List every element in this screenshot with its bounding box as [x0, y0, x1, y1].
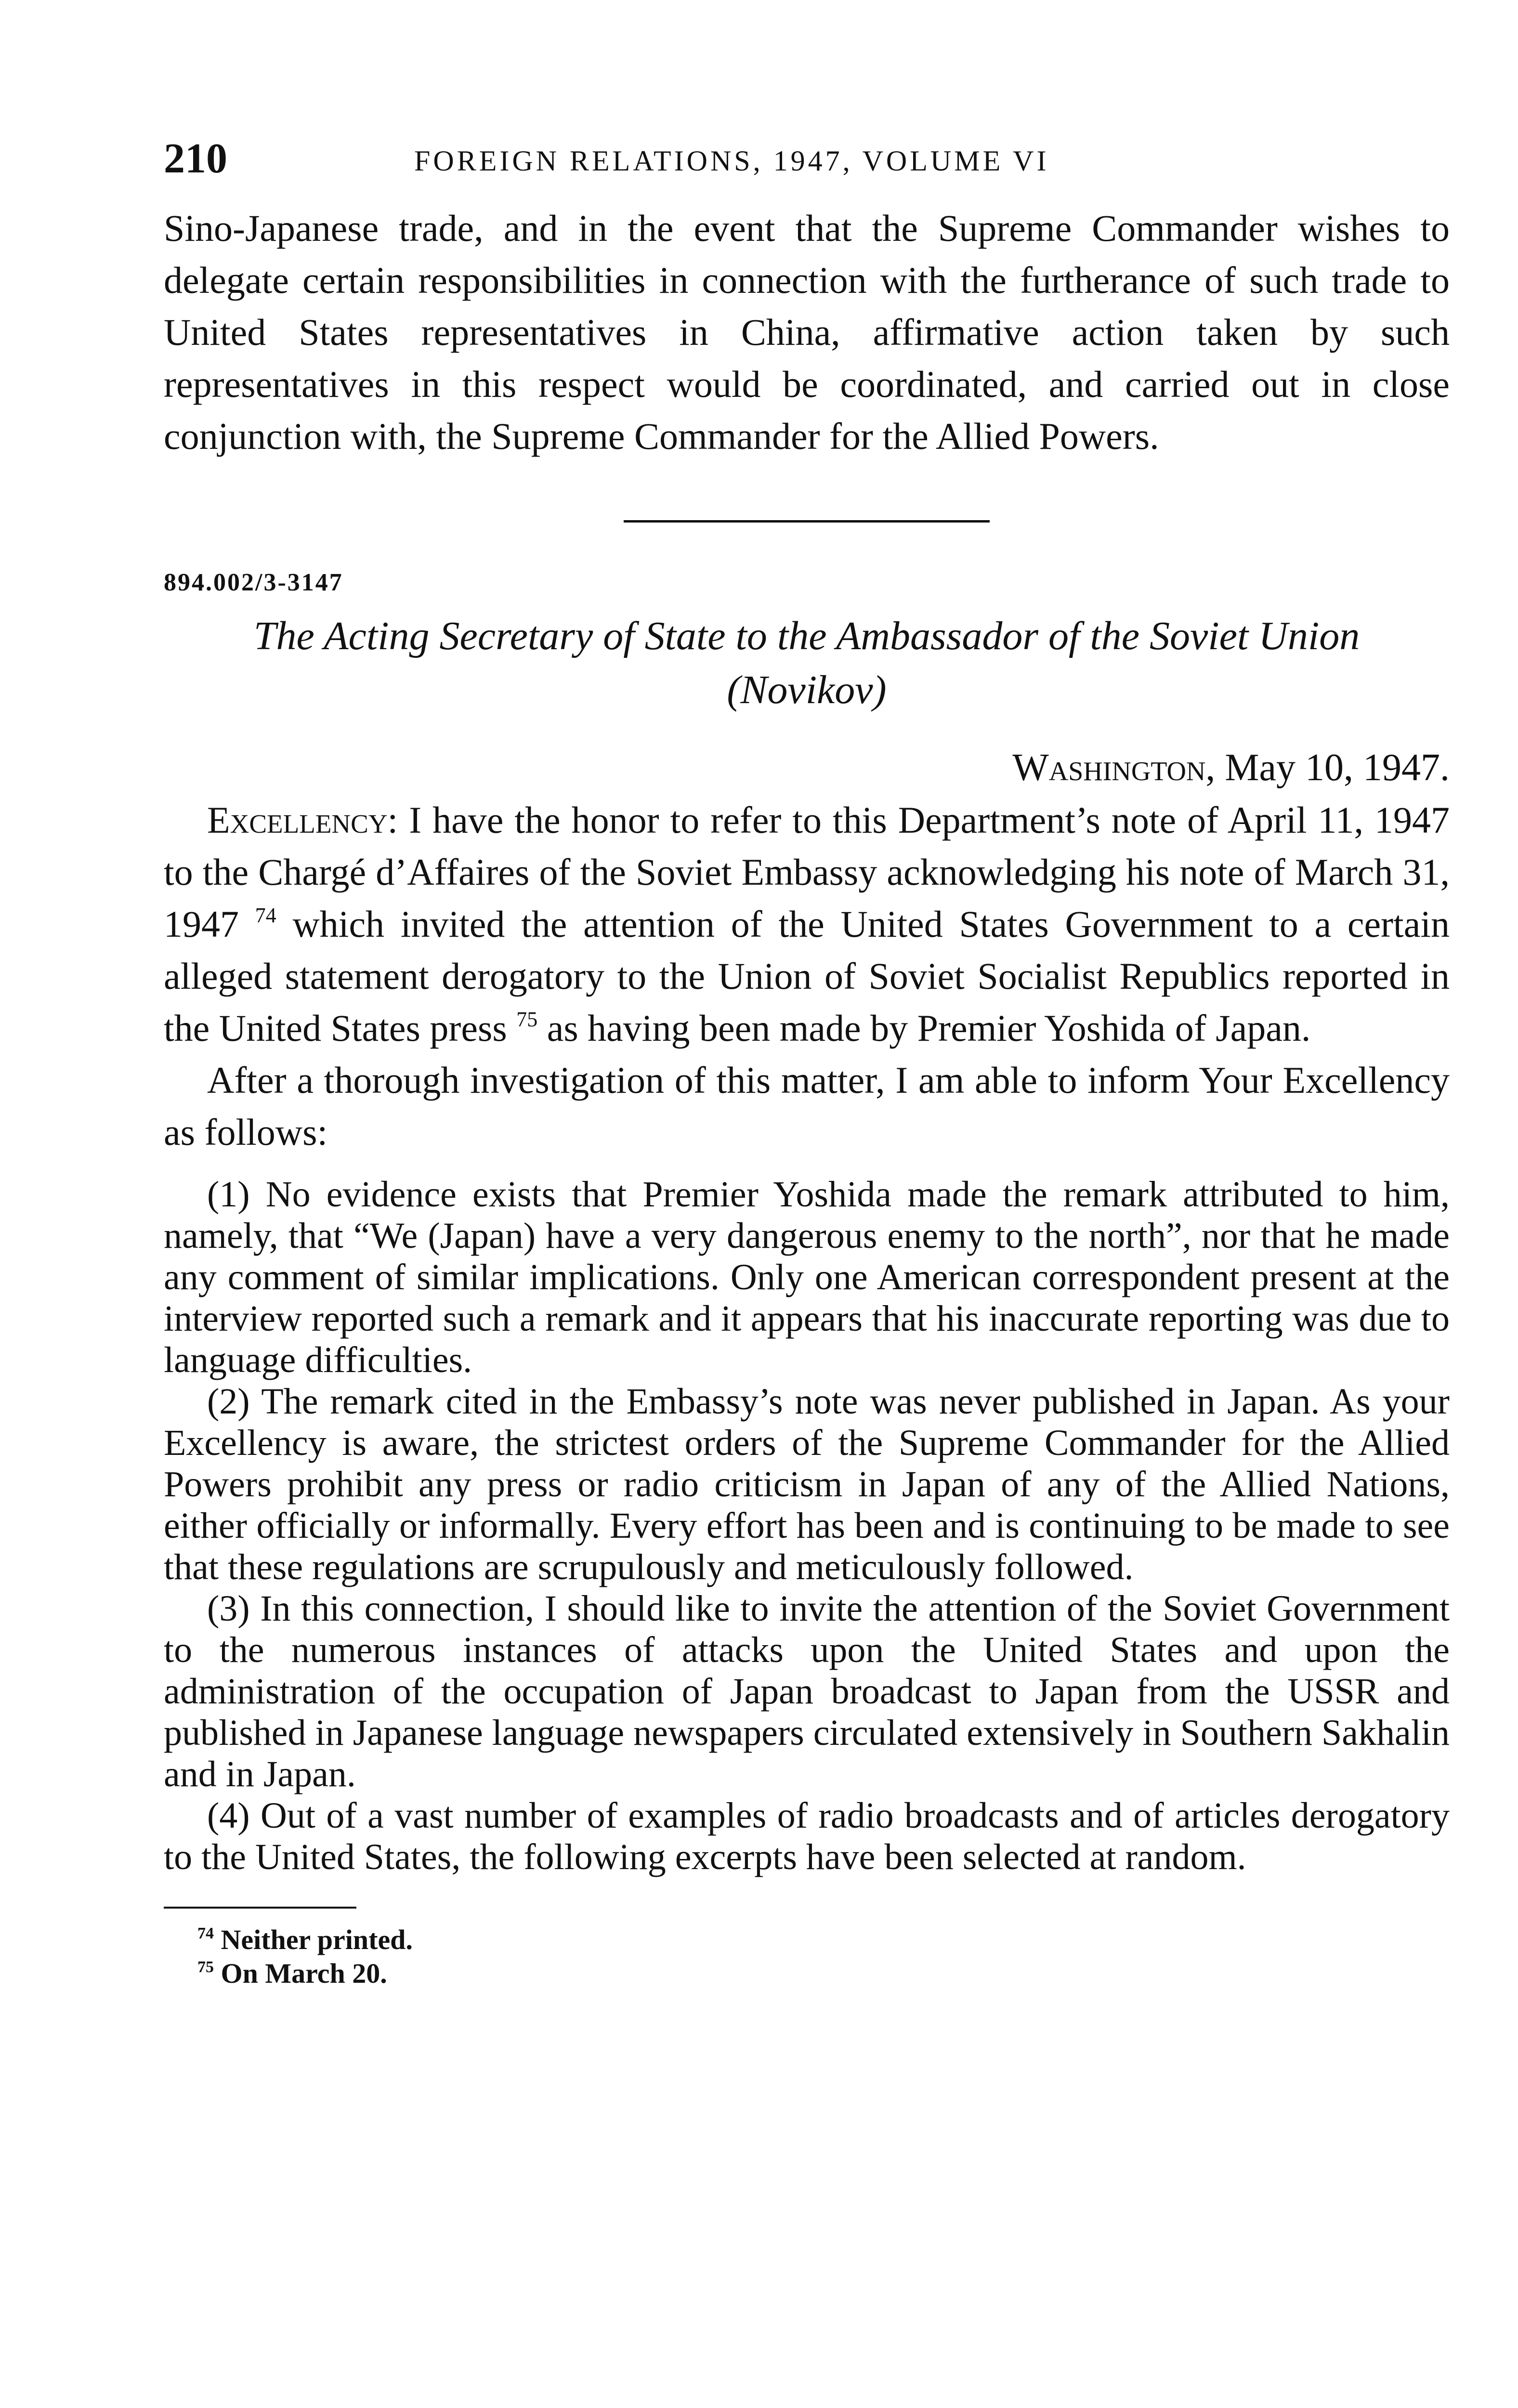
footnote-text: Neither printed.	[221, 1924, 413, 1955]
letter-paragraph-1	[164, 794, 1450, 1054]
footnote-75	[197, 1957, 1450, 1990]
page-number: 210	[164, 135, 227, 182]
enumerated-point: (2) The remark cited in the Embassy’s note was never published in Japan. As your Excellency is aware, the strictest orders of the Supreme Commander for the Allied Powers prohibit any press or radio criticism in Japan of any of the Allied Nations, either officially or informally. Every effort has been and is continuing to be made to see that these regulations are scrupulously and meticulously followed.	[164, 1381, 1450, 1587]
footnote-ref-75: 75	[516, 1008, 538, 1031]
dateline-date: May 10, 1947.	[1225, 746, 1450, 789]
running-head: FOREIGN RELATIONS, 1947, VOLUME VI	[414, 145, 1049, 177]
document-title-line2: (Novikov)	[727, 667, 887, 712]
paragraph-1-text-b: which invited the attention of the United States Government to a certain alleged statement derogatory to the Union of Soviet Socialist Republics reported in the United States press	[164, 903, 1450, 1049]
dateline-place: Washington,	[1012, 746, 1216, 789]
paragraph-1-text-a: I have the honor to refer to this Department’s note of April 11, 1947 to the Chargé d’Affaires of the Soviet Embassy acknowledging his note of March 31, 1947	[164, 799, 1450, 945]
enumerated-point: (4) Out of a vast number of examples of radio broadcasts and of articles derogatory to the United States, the following excerpts have been selected at random.	[164, 1795, 1450, 1877]
file-number: 894.002/3-3147	[164, 569, 343, 596]
document-title	[164, 609, 1450, 717]
document-page	[164, 135, 1450, 1990]
salutation: Excellency:	[207, 799, 398, 841]
footnote-ref-74: 74	[255, 903, 276, 927]
footnote-marker: 74	[197, 1924, 214, 1942]
footnote-marker: 75	[197, 1958, 214, 1976]
section-divider	[624, 520, 990, 523]
footnote-text: On March 20.	[221, 1958, 387, 1989]
letter-paragraph-2: After a thorough investigation of this matter, I am able to inform Your Excellency as follows:	[164, 1059, 1450, 1153]
enumerated-point: (3) In this connection, I should like to invite the attention of the Soviet Government to the numerous instances of attacks upon the United States and upon the administration of the occupation of Japan broadcast to Japan from the USSR and published in Japanese language newspapers circulated extensively in Southern Sakhalin and in Japan.	[164, 1588, 1450, 1794]
paragraph-1-text-c: as having been made by Premier Yoshida of Japan.	[547, 1007, 1311, 1049]
enumerated-point: (1) No evidence exists that Premier Yoshida made the remark attributed to him, namely, that “We (Japan) have a very dangerous enemy to the north”, nor that he made any comment of similar implications. Only one American correspondent present at the interview reported such a remark and it appears that his inaccurate reporting was due to language difficulties.	[164, 1174, 1450, 1380]
continuation-paragraph: Sino-Japanese trade, and in the event that the Supreme Commander wishes to delegate certain responsibilities in connection with the furtherance of such trade to United States representatives in China, affirmative action taken by such representatives in this respect would be coordinated, and carried out in close conjunction with, the Supreme Commander for the Allied Powers.	[164, 207, 1450, 457]
footnote-74	[197, 1923, 1450, 1957]
dateline	[164, 741, 1450, 794]
document-title-line1: The Acting Secretary of State to the Ambassador of the Soviet Union	[253, 614, 1360, 658]
page-header	[164, 135, 1450, 202]
footnote-divider	[164, 1907, 356, 1909]
